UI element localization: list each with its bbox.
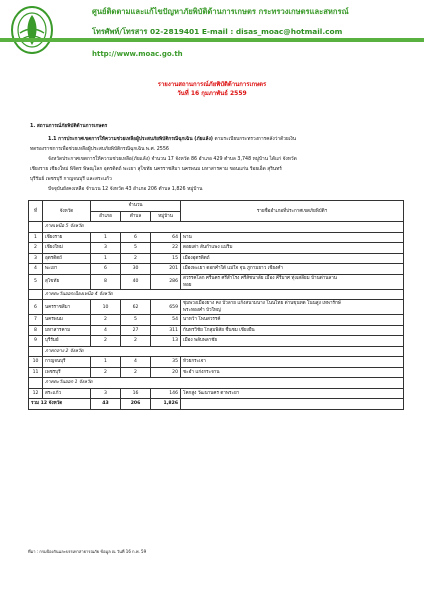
subdistrict-count: 4	[121, 357, 151, 368]
paragraph-line: บุรีรัมย์ เพชรบุรี กาญจนบุรี และสระแก้ว	[30, 177, 112, 182]
region-name: ภาคเหนือ 5 จังหวัด	[43, 222, 404, 233]
province-cell: พะเยา	[43, 264, 91, 275]
district-list-cell	[181, 367, 404, 378]
header-village: หมู่บ้าน	[151, 211, 181, 222]
total-village: 1,826	[151, 399, 181, 410]
subdistrict-count: 40	[121, 274, 151, 289]
row-number: 7	[29, 315, 43, 326]
total-district: 43	[91, 399, 121, 410]
province-cell: เพชรบุรี	[43, 367, 91, 378]
district-list-text: พาน	[183, 234, 192, 240]
village-count: 659	[151, 300, 181, 315]
table-row	[29, 357, 404, 368]
district-list-cell	[181, 325, 404, 336]
paragraph-line: ปัจจุบันยังคงเหลือ จำนวน 12 จังหวัด 43 อำเภอ 206 ตำบล 1,826 หมู่บ้าน	[48, 187, 203, 192]
district-list-text: พระทองคำ บัวใหญ่	[183, 308, 221, 313]
subsection-tail: ตามระเบียบกระทรวงการคลังว่าด้วยเงิน	[213, 137, 296, 142]
row-number: 5	[29, 274, 43, 289]
table-row	[29, 336, 404, 347]
table-row	[29, 315, 404, 326]
district-count: 1	[91, 232, 121, 243]
paragraph-line: ทดรองราชการเพื่อช่วยเหลือผู้ประสบภัยพิบัติกรณีฉุกเฉิน พ.ศ. 2556	[30, 147, 169, 152]
table-row	[29, 300, 404, 315]
village-count: 15	[151, 253, 181, 264]
district-list-text: ห้วยกระเจา	[183, 359, 206, 365]
declared-areas-table	[28, 200, 404, 410]
province-cell: เชียงราย	[43, 232, 91, 243]
row-number: 8	[29, 325, 43, 336]
row-number: 4	[29, 264, 43, 275]
district-list-cell	[181, 232, 404, 243]
district-list-cell	[181, 388, 404, 399]
province-cell: สระแก้ว	[43, 388, 91, 399]
row-number: 3	[29, 253, 43, 264]
district-list-text: เมือง พลับพลาชัย	[183, 338, 218, 344]
province-cell: นครพนม	[43, 315, 91, 326]
district-list-text: สวรรคโลก ศรีนคร ศรีสำโรง ศรีสัชนาลัย เมือง คีรีมาศ ทุ่งเสลี่ยม บ้านด่านลาน	[183, 275, 337, 281]
village-count: 201	[151, 264, 181, 275]
table-row	[29, 243, 404, 254]
table-row	[29, 388, 404, 399]
district-count: 3	[91, 388, 121, 399]
table-row	[29, 325, 404, 336]
ministry-emblem-icon	[10, 5, 54, 55]
subdistrict-count: 62	[121, 300, 151, 315]
village-count: 13	[151, 336, 181, 347]
source-note: ที่มา : กรมป้องกันและบรรเทาสาธารณภัย ข้อมูล ณ วันที่ 16 ก.พ. 59	[28, 549, 147, 554]
region-row	[29, 346, 404, 357]
header-subdistrict: ตำบล	[121, 211, 151, 222]
row-number: 2	[29, 243, 43, 254]
row-number: 6	[29, 300, 43, 315]
district-count: 2	[91, 367, 121, 378]
header-count: จำนวน	[91, 201, 181, 212]
village-count: 146	[151, 388, 181, 399]
district-count: 1	[91, 253, 121, 264]
district-list-cell	[181, 243, 404, 254]
district-list-text: หอย	[183, 282, 192, 288]
paragraph-line: เชียงราย เชียงใหม่ พิจิตร พิษณุโลก อุตรดิตถ์ พะเยา สุโขทัย นครราชสีมา นครพนม มหาสารคาม ขอนแก่น ร้อยเอ็ด สุรินทร์	[30, 167, 282, 172]
district-list-cell	[181, 315, 404, 326]
village-count: 22	[151, 243, 181, 254]
region-row	[29, 378, 404, 389]
region-row	[29, 222, 404, 233]
district-list-cell	[181, 264, 404, 275]
village-count: 54	[151, 315, 181, 326]
district-list-text: ชุมพวงเมืองยาง คง บัวลาย แก้งสนามนาง โนนไทย ด่านขุนทด โนนสูง เทพารักษ์	[183, 301, 341, 306]
district-list-cell	[181, 253, 404, 264]
district-list-cell	[181, 274, 404, 289]
table-row	[29, 232, 404, 243]
total-label: รวม 12 จังหวัด	[29, 399, 91, 410]
subdistrict-count: 16	[121, 388, 151, 399]
village-count: 286	[151, 274, 181, 289]
section-heading: 1. สถานการณ์ภัยพิบัติด้านการเกษตร	[30, 124, 108, 129]
district-count: 1	[91, 357, 121, 368]
province-cell: อุตรดิตถ์	[43, 253, 91, 264]
header-district: อำเภอ	[91, 211, 121, 222]
district-list-cell	[181, 336, 404, 347]
district-count: 10	[91, 300, 121, 315]
table-row	[29, 264, 404, 275]
subsection-line	[48, 137, 296, 143]
district-list-text: ชะอำ แก่งกระจาน	[183, 369, 220, 375]
subsection-heading: 1.1 การประกาศเขตการให้ความช่วยเหลือผู้ประสบภัยพิบัติกรณีฉุกเฉิน (ภัยแล้ง)	[48, 137, 214, 142]
table-row	[29, 274, 404, 289]
district-list-cell	[181, 300, 404, 315]
report-title: รายงานสถานการณ์ภัยพิบัติด้านการเกษตร	[157, 81, 267, 88]
province-cell: บุรีรัมย์	[43, 336, 91, 347]
province-cell: กาญจนบุรี	[43, 357, 91, 368]
row-number: 12	[29, 388, 43, 399]
subdistrict-count: 27	[121, 325, 151, 336]
region-name: ภาคกลาง 2 จังหวัด	[43, 346, 404, 357]
paragraph-line: จังหวัดประกาศเขตการให้ความช่วยเหลือ(ภัยแล้ง) จำนวน 17 จังหวัด 86 อำเภอ 429 ตำบล 3,748 หมู่บ้าน ได้แก่ จังหวัด	[48, 157, 297, 162]
header-no: ที่	[29, 201, 43, 222]
province-cell: เชียงใหม่	[43, 243, 91, 254]
row-number: 1	[29, 232, 43, 243]
district-count: 6	[91, 264, 121, 275]
village-count: 64	[151, 232, 181, 243]
row-number: 10	[29, 357, 43, 368]
district-count: 2	[91, 315, 121, 326]
total-row	[29, 399, 404, 410]
village-count: 20	[151, 367, 181, 378]
header-province: จังหวัด	[43, 201, 91, 222]
subdistrict-count: 6	[121, 232, 151, 243]
report-date: วันที่ 16 กุมภาพันธ์ 2559	[177, 90, 247, 97]
district-list-text: นาหว้า โพนสวรรค์	[183, 317, 221, 323]
province-cell: สุโขทัย	[43, 274, 91, 289]
subdistrict-count: 2	[121, 367, 151, 378]
row-number: 11	[29, 367, 43, 378]
contact-info: โทรศัพท์/โทรสาร 02-2819401 E-mail : disas_moac@hotmail.com	[92, 27, 343, 36]
header-divider	[0, 38, 424, 42]
district-count: 3	[91, 243, 121, 254]
row-number: 9	[29, 336, 43, 347]
region-name: ภาคตะวันออก 1 จังหวัด	[43, 378, 404, 389]
letterhead	[0, 0, 424, 66]
subdistrict-count: 5	[121, 315, 151, 326]
province-cell: นครราชสีมา	[43, 300, 91, 315]
subdistrict-count: 2	[121, 336, 151, 347]
header-district-list: รายชื่ออำเภอที่ประกาศเขตภัยพิบัติฯ	[181, 201, 404, 222]
table-row	[29, 253, 404, 264]
total-subdistrict: 206	[121, 399, 151, 410]
table-row	[29, 367, 404, 378]
district-list-text: ดอยเต่า สันกำแพง แม่ริม	[183, 245, 233, 251]
province-cell: มหาสารคาม	[43, 325, 91, 336]
district-list-text: เมืองอุตรดิตถ์	[183, 255, 210, 261]
district-count: 2	[91, 336, 121, 347]
region-name: ภาคตะวันออกเฉียงเหนือ 4 จังหวัด	[43, 289, 404, 300]
district-count: 8	[91, 274, 121, 289]
district-list-text: กันทรวิชัย โกสุมพิสัย ชื่นชม เชียงยืน	[183, 327, 255, 333]
website-link[interactable]: http://www.moac.go.th	[92, 50, 183, 58]
subdistrict-count: 5	[121, 243, 151, 254]
subdistrict-count: 30	[121, 264, 151, 275]
district-list-text: เมืองพะเยา ดอกคำใต้ แม่ใจ จุน ภูกามยาว เชียงคำ	[183, 266, 283, 272]
village-count: 35	[151, 357, 181, 368]
district-count: 4	[91, 325, 121, 336]
organization-name: ศูนย์ติดตามและแก้ไขปัญหาภัยพิบัติด้านการเกษตร กระทรวงเกษตรและสหกรณ์	[92, 7, 349, 16]
region-row	[29, 289, 404, 300]
village-count: 311	[151, 325, 181, 336]
district-list-text: โคกสูง วัฒนานคร ตาพระยา	[183, 390, 240, 396]
district-list-cell	[181, 357, 404, 368]
subdistrict-count: 2	[121, 253, 151, 264]
